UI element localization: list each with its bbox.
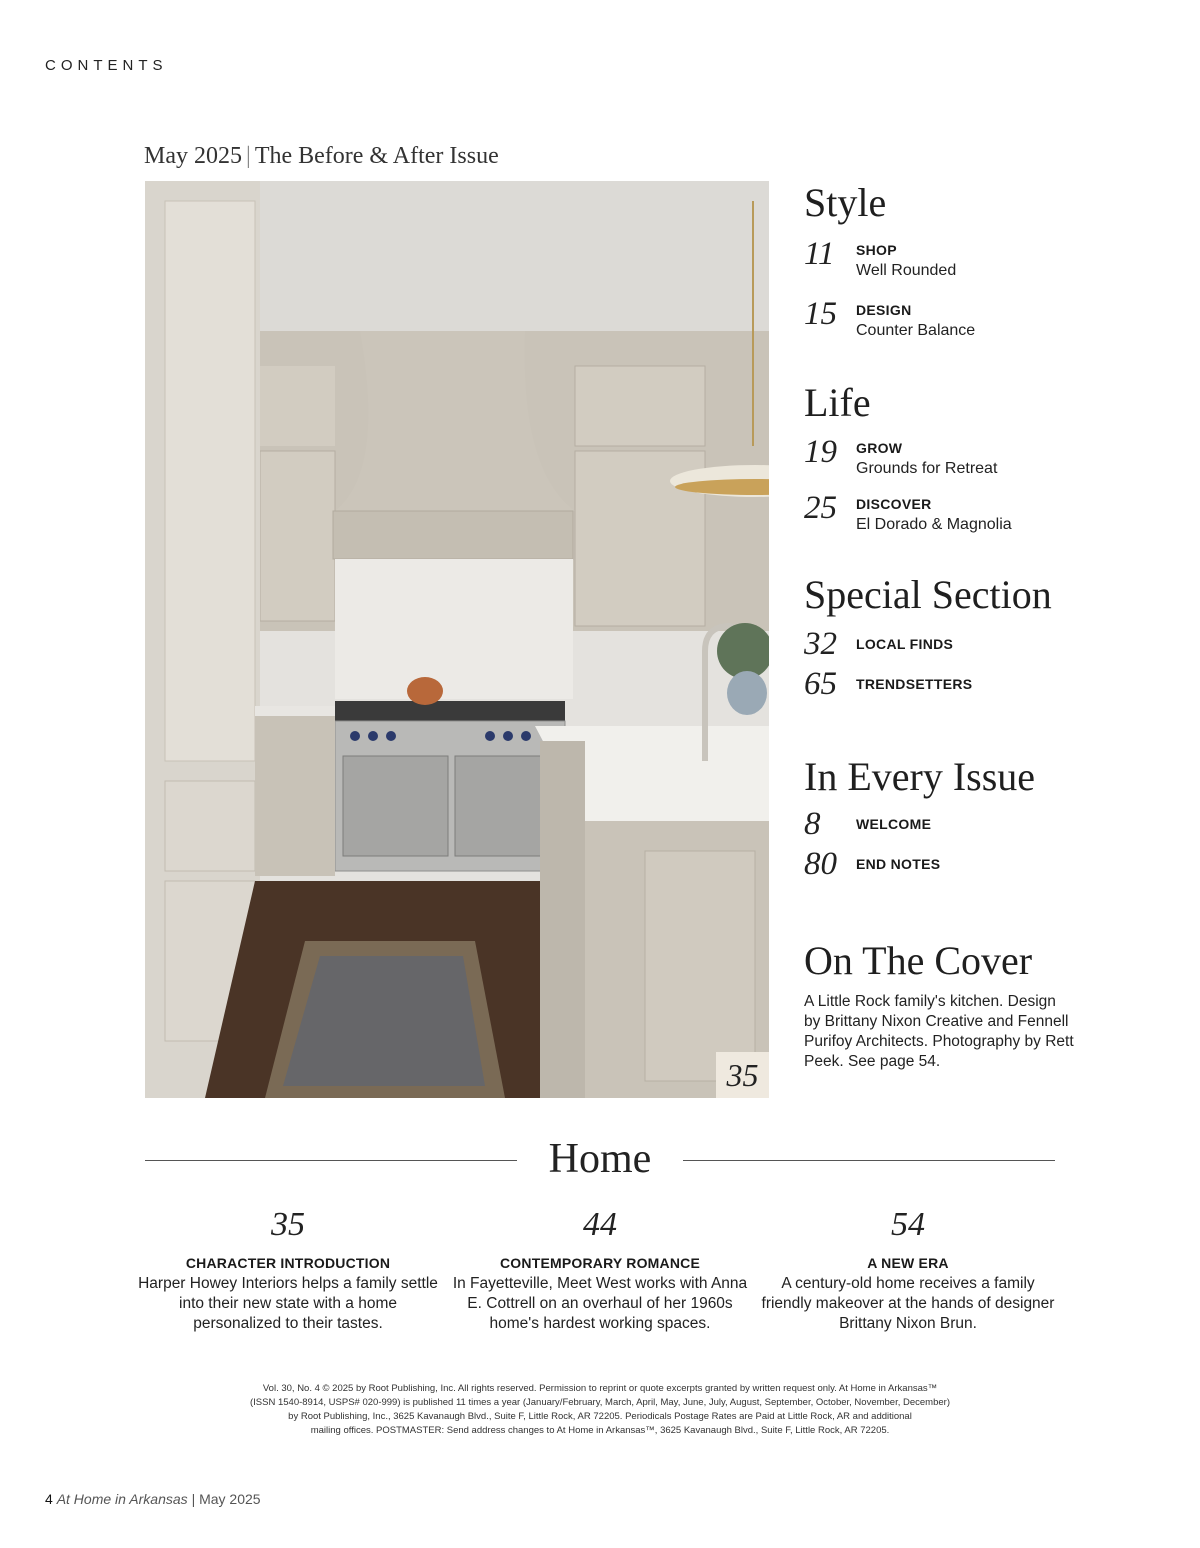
- legal-line: mailing offices. POSTMASTER: Send address changes to At Home in Arkansas™, 3625 Kavanaugh Blvd., Suite F, Little Rock, AR 72205.: [310, 1425, 890, 1436]
- legal-line: Vol. 30, No. 4 © 2025 by Root Publishing, Inc. All rights reserved. Permission to reprint or quote excerpts granted by written request only. At Home in Arkansas™: [262, 1383, 938, 1394]
- folio-page-number: 4: [45, 1491, 53, 1507]
- home-feature-description: Harper Howey Interiors helps a family settle into their new state with a home personalized to their tastes.: [138, 1275, 438, 1332]
- issue-line: [144, 143, 499, 170]
- toc-entry[interactable]: [804, 434, 1104, 490]
- legal-notice: [200, 1382, 1000, 1438]
- toc-entry[interactable]: [804, 846, 1104, 886]
- toc-entry-subtitle: Well Rounded: [856, 262, 957, 279]
- home-feature[interactable]: [138, 1205, 438, 1334]
- toc-entry[interactable]: [804, 296, 1104, 352]
- toc-entry-page: 25: [804, 490, 837, 526]
- toc-entry-category: DISCOVER: [856, 496, 932, 512]
- home-feature[interactable]: [450, 1205, 750, 1334]
- toc-entry-page: 65: [804, 666, 837, 702]
- home-feature-page: 44: [583, 1206, 617, 1243]
- toc-entry-subtitle: El Dorado & Magnolia: [856, 516, 1012, 533]
- toc-entry-page: 32: [804, 626, 837, 662]
- legal-line: (ISSN 1540-8914, USPS# 020-999) is published 11 times a year (January/February, March, April, May, June, July, August, September, October, November, December): [250, 1397, 950, 1408]
- issue-title: The Before & After Issue: [254, 143, 499, 169]
- home-section-title: Home: [548, 1136, 652, 1182]
- toc-entry[interactable]: [804, 806, 1104, 846]
- page-folio: [45, 1491, 261, 1507]
- toc-entry-page: 15: [804, 296, 837, 332]
- section-title-style: Style: [804, 180, 887, 225]
- on-cover-description: A Little Rock family's kitchen. Design by Brittany Nixon Creative and Fennell Purifoy Architects. Photography by Rett Peek. See page 54.: [804, 993, 1074, 1070]
- toc-entry-category: DESIGN: [856, 302, 912, 318]
- toc-entry-category: END NOTES: [856, 856, 941, 872]
- home-feature-description: In Fayetteville, Meet West works with Anna E. Cottrell on an overhaul of her 1960s home's hardest working spaces.: [452, 1275, 748, 1332]
- home-feature-category: CHARACTER INTRODUCTION: [185, 1255, 391, 1271]
- home-feature-category: CONTEMPORARY ROMANCE: [499, 1255, 700, 1271]
- cover-photo-page-tag: 35: [716, 1052, 769, 1098]
- kitchen-illustration: [145, 181, 769, 1098]
- toc-entry[interactable]: [804, 626, 1104, 666]
- issue-date: May 2025: [144, 143, 242, 169]
- legal-line: by Root Publishing, Inc., 3625 Kavanaugh Blvd., Suite F, Little Rock, AR 72205. Periodicals Postage Rates are Paid at Little Rock, AR and additional: [288, 1411, 912, 1422]
- toc-entry-page: 11: [804, 236, 835, 272]
- section-title-on-cover: On The Cover: [804, 938, 1033, 983]
- section-title-special: Special Section: [804, 572, 1052, 617]
- issue-separator: |: [246, 143, 251, 169]
- toc-entry-category: GROW: [856, 440, 903, 456]
- section-title-life: Life: [804, 380, 871, 425]
- toc-entry[interactable]: [804, 490, 1104, 546]
- folio-date: May 2025: [199, 1491, 261, 1507]
- home-feature-description: A century-old home receives a family friendly makeover at the hands of designer Brittany Nixon Brun.: [761, 1275, 1055, 1332]
- toc-entry-page: 8: [804, 806, 821, 842]
- toc-entry-page: 80: [804, 846, 837, 882]
- table-of-contents: [804, 180, 1104, 1072]
- toc-entry[interactable]: [804, 236, 1104, 292]
- toc-entry-category: WELCOME: [856, 816, 932, 832]
- toc-entry-page: 19: [804, 434, 837, 470]
- home-feature-category: A NEW ERA: [867, 1255, 949, 1271]
- folio-separator: |: [191, 1491, 196, 1507]
- home-feature-page: 35: [271, 1206, 305, 1243]
- cover-photo: [145, 181, 769, 1098]
- home-feature-page: 54: [891, 1206, 925, 1243]
- folio-publication: At Home in Arkansas: [56, 1491, 188, 1507]
- home-feature[interactable]: [758, 1205, 1058, 1334]
- contents-label: CONTENTS: [45, 57, 168, 74]
- toc-entry[interactable]: [804, 666, 1104, 706]
- toc-entry-category: SHOP: [856, 242, 897, 258]
- toc-entry-subtitle: Counter Balance: [856, 322, 976, 339]
- toc-entry-category: TRENDSETTERS: [856, 676, 973, 692]
- toc-entry-category: LOCAL FINDS: [856, 636, 954, 652]
- section-title-every-issue: In Every Issue: [804, 754, 1036, 799]
- toc-entry-subtitle: Grounds for Retreat: [856, 460, 998, 477]
